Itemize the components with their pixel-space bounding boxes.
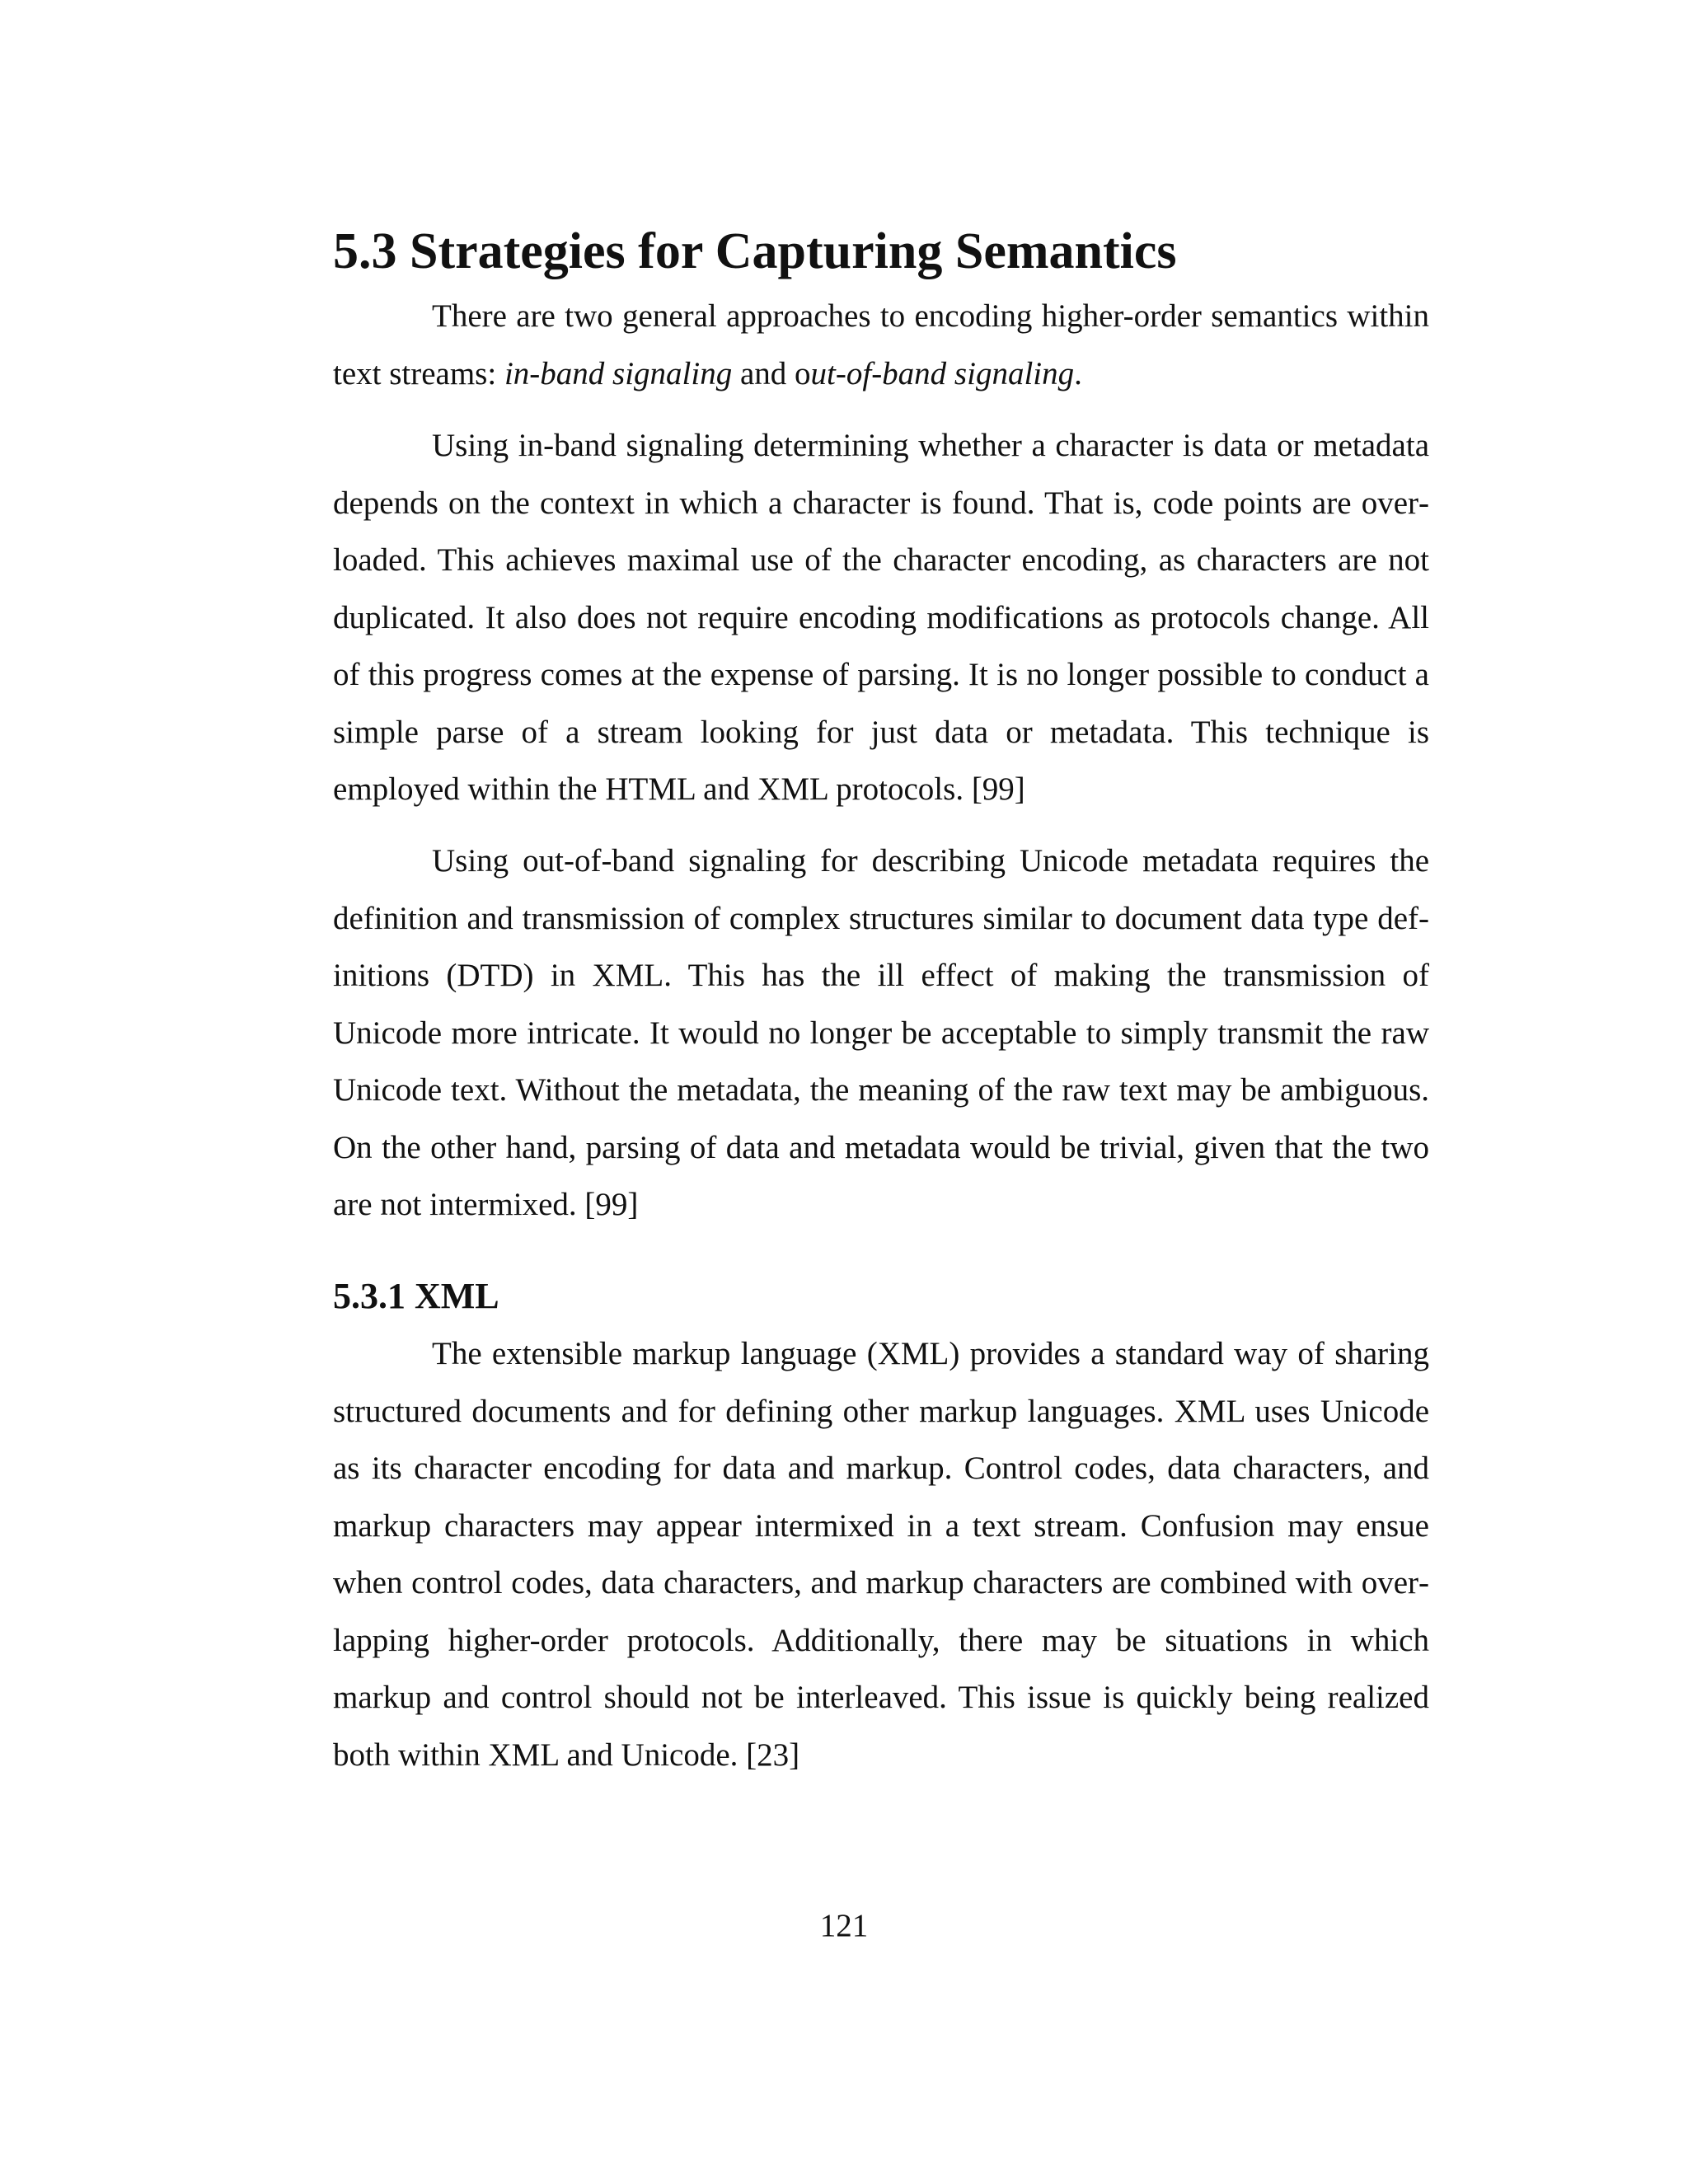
intro-text-middle: and o [732,355,811,391]
intro-paragraph [333,288,1429,402]
xml-paragraph: The extensible markup language (XML) provides a standard way of sharing structured documents and for defining other markup languages. XML uses Unicode as its character encoding for data and markup. Control codes, data characters, and markup characters may appear intermixed in a text stream. Confusion may ensue when control codes, data characters, and markup characters are combined with overlapping higher-order protocols. Additionally, there may be situations in which markup and control should not be interleaved. This issue is quickly being realized both within XML and Unicode. [23] [333,1336,1429,1773]
subsection-heading: 5.3.1 XML [333,1276,499,1316]
intro-text-end: . [1074,355,1082,391]
section-heading: 5.3 Strategies for Capturing Semantics [333,223,1177,279]
intro-text-start: There are two general approaches to encoding higher-order semantics within text streams: [333,298,1429,391]
outofband-paragraph: Using out-of-band signaling for describing Unicode metadata requires the definition and transmission of complex structures similar to document data type definitions (DTD) in XML. This has the ill effect of making the transmission of Unicode more intricate. It would no longer be acceptable to simply transmit the raw Unicode text. Without the metadata, the meaning of the raw text may be ambiguous. On the other hand, parsing of data and metadata would be trivial, given that the two are not intermixed. [99] [333,843,1429,1222]
term-in-band: in-band signaling [504,355,733,391]
inband-paragraph: Using in-band signaling determining whether a character is data or metadata depends on the context in which a character is found. That is, code points are overloaded. This achieves maximal use of the character encoding, as characters are not duplicated. It also does not require encoding modifications as protocols change. All of this progress comes at the expense of parsing. It is no longer possible to conduct a simple parse of a stream looking for just data or metadata. This technique is employed within the HTML and XML protocols. [99] [333,428,1429,807]
page-number: 121 [819,1908,869,1943]
outofband-paragraph-block [333,832,1429,1234]
inband-paragraph-block [333,417,1429,818]
xml-paragraph-block [333,1325,1429,1783]
term-out-of-band: ut-of-band signaling [810,355,1075,391]
intro-paragraph-block [333,288,1429,402]
